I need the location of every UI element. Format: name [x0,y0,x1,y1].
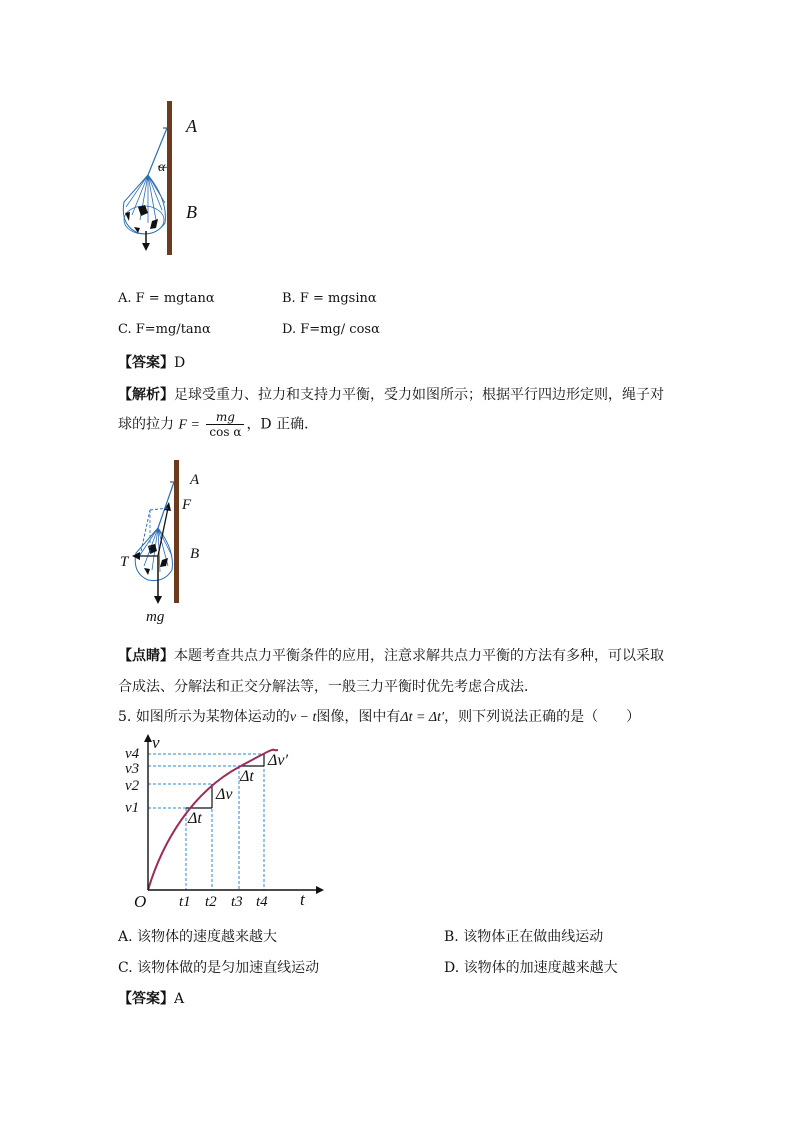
formula-fraction [206,410,244,439]
t1-label: t1 [179,894,191,910]
formula-denominator: cos α [209,425,242,439]
vt-graph [118,730,328,915]
axis-v-label: v [152,733,160,752]
formula-numerator: mg [206,410,244,425]
v4-label: v4 [125,746,140,762]
q5-number: 5. [118,709,132,725]
q4-analysis-line1 [118,384,664,404]
fig2-label-b: B [190,546,200,562]
q4-answer [118,352,185,372]
q4-option-c: C. F=mg/tanα [118,322,211,337]
origin-label: O [134,892,147,911]
q5-answer [118,988,184,1008]
t4-label: t4 [256,894,268,910]
q5-delta: Δt = Δt′ [400,710,445,725]
football [123,175,165,234]
q5-option-b: B. 该物体正在做曲线运动 [444,929,604,945]
comment-tag: 【点睛】 [118,648,174,664]
vt-curve [148,750,278,890]
wall [174,460,179,603]
q4-option-b: B. F = mgsinα [282,291,377,306]
v2-label: v2 [125,778,140,794]
analysis-text: 足球受重力、拉力和支持力平衡，受力如图所示；根据平行四边形定则，绳子对 [174,387,664,403]
q5-stem-pre: 如图所示为某物体运动的 [135,709,290,725]
v1-label: v1 [125,800,140,816]
q5-stem [118,706,640,726]
fig2-label-f: F [182,497,192,513]
q5-option-d: D. 该物体的加速度越来越大 [444,960,618,976]
analysis-line2-pre: 球的拉力 [118,416,174,433]
q5-option-c: C. 该物体做的是匀加速直线运动 [118,960,320,976]
q4-comment-line1 [118,645,664,665]
comment-text: 本题考查共点力平衡条件的应用，注意求解共点力平衡的方法有多种，可以采取 [174,648,664,664]
force-diagram [118,458,228,608]
q5-stem-post: ，则下列说法正确的是（ ） [444,709,641,725]
q5-stem-mid: 图像，图中有 [316,709,401,725]
fig2-label-mg: mg [146,609,165,625]
t2-label: t2 [205,894,217,910]
fig2-label-t: T [120,554,129,570]
fig1-label-alpha: α [158,160,166,175]
t3-label: t3 [231,894,243,910]
delta-v-prime-label: Δv′ [268,752,288,769]
answer-tag: 【答案】 [118,991,174,1007]
delta-t-2-label: Δt [240,768,254,785]
fig1-label-a: A [186,116,197,136]
answer-value: A [174,991,185,1007]
v3-label: v3 [125,761,140,777]
answer-tag: 【答案】 [118,355,174,371]
formula-lhs: F = [178,417,200,433]
fig2-label-a: A [190,472,200,488]
fig1-label-b: B [186,202,197,222]
q4-comment-line2: 合成法、分解法和正交分解法等，一般三力平衡时优先考虑合成法． [118,679,538,695]
delta-v-label: Δv [216,786,233,803]
q5-vt: v − t [289,710,317,725]
q4-analysis-line2 [118,410,318,439]
axis-t-label: t [300,890,305,909]
q5-option-a: A. 该物体的速度越来越大 [118,929,278,945]
q4-option-d: D. F=mg/ cosα [282,322,380,337]
answer-value: D [174,355,186,371]
analysis-line2-post: ，D 正确． [246,416,319,433]
wall [167,101,172,255]
analysis-tag: 【解析】 [118,387,174,403]
delta-t-1-label: Δt [188,810,202,827]
q4-option-a: A. F = mgtanα [118,291,215,306]
